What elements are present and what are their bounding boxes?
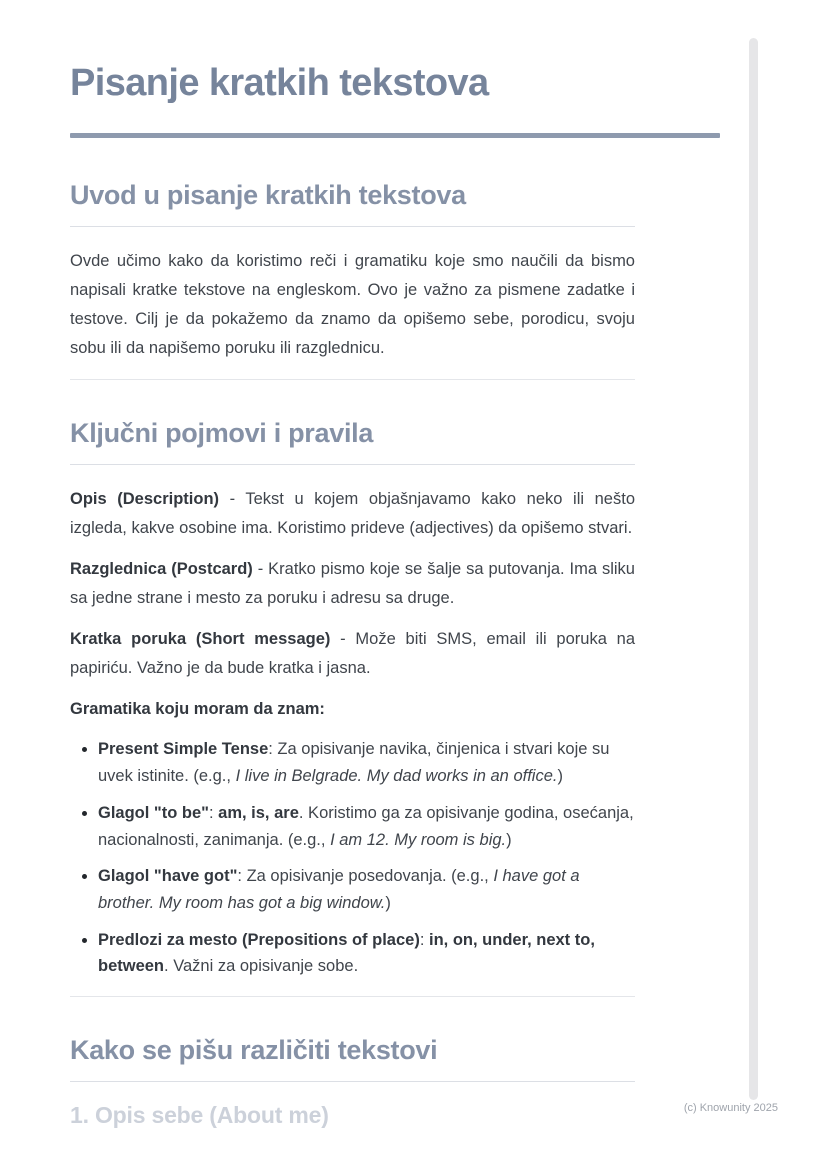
definition-postcard <box>70 555 635 613</box>
definition-short-message <box>70 625 635 683</box>
definition-text: - Tekst u kojem objašnjavamo kako neko ili nešto izgleda, kakve osobine ima. Koristimo prideve (adjectives) da opišemo stvari. <box>70 490 635 538</box>
term-bold: Glagol "to be" <box>98 803 209 822</box>
text-segment: : <box>419 930 429 949</box>
definition-term: Opis (Description) <box>70 490 220 509</box>
definition-text: - Može biti SMS, email ili poruka na papiriću. Važno je da bude kratka i jasna. <box>70 630 635 678</box>
definition-description <box>70 485 635 543</box>
grammar-list <box>70 736 635 980</box>
section-heading-howto: Kako se pišu različiti tekstovi <box>70 1035 635 1082</box>
footer-credit: (c) Knowunity 2025 <box>683 1102 778 1114</box>
section-divider <box>70 996 635 997</box>
grammar-lead <box>70 695 635 724</box>
section-concepts <box>70 418 635 980</box>
example-italic: I live in Belgrade. My dad works in an office. <box>235 767 558 786</box>
section-heading-intro: Uvod u pisanje kratkih tekstova <box>70 180 635 227</box>
text-segment: : Za opisivanje posedovanja. (e.g., <box>237 867 494 886</box>
text-segment: . Važni za opisivanje sobe. <box>164 957 359 976</box>
page-title: Pisanje kratkih tekstova <box>70 62 489 104</box>
text-segment: ) <box>557 767 563 786</box>
list-item-present-simple <box>98 736 635 789</box>
grammar-lead-text: Gramatika koju moram da znam: <box>70 700 325 719</box>
section-divider <box>70 379 635 380</box>
example-italic: I have got a brother. My room has got a big window. <box>98 867 580 912</box>
term-bold: Glagol "have got" <box>98 867 238 886</box>
section-intro <box>70 180 635 363</box>
list-item-to-be <box>98 800 635 853</box>
text-segment: ) <box>385 893 391 912</box>
scrollbar-thumb[interactable] <box>749 38 758 1100</box>
text-segment: ) <box>506 830 512 849</box>
term-bold: am, is, are <box>218 803 299 822</box>
list-item-have-got <box>98 863 635 916</box>
definition-term: Razglednica (Postcard) <box>70 560 253 579</box>
example-italic: I am 12. My room is big. <box>330 830 507 849</box>
text-segment: : Za opisivanje navika, činjenica i stvari koje su uvek istinite. (e.g., <box>98 740 610 786</box>
intro-paragraph: Ovde učimo kako da koristimo reči i gramatiku koje smo naučili da bismo napisali kratke tekstove na engleskom. Ovo je važno za pismene zadatke i testove. Cilj je da pokažemo da znamo da opišemo sebe, porodicu, svoju sobu ili da napišemo poruku ili razglednicu. <box>70 252 635 358</box>
text-segment: . Koristimo ga za opisivanje godina, osećanja, nacionalnosti, zanimanja. (e.g., <box>98 803 634 849</box>
text-segment: : <box>208 803 219 822</box>
definition-term: Kratka poruka (Short message) <box>70 630 331 649</box>
term-bold: Predlozi za mesto (Prepositions of place) <box>98 930 420 949</box>
document-content <box>70 62 635 1129</box>
section-heading-concepts: Ključni pojmovi i pravila <box>70 418 635 465</box>
list-item-prepositions <box>98 927 635 980</box>
title-divider <box>70 133 720 138</box>
section-howto <box>70 1035 635 1129</box>
term-bold: in, on, under, next to, between <box>98 930 595 976</box>
subheading-about-me: 1. Opis sebe (About me) <box>70 1102 329 1129</box>
definition-text: - Kratko pismo koje se šalje sa putovanja. Ima sliku sa jedne strane i mesto za poruku i adresu sa druge. <box>70 560 635 608</box>
term-bold: Present Simple Tense <box>98 740 269 759</box>
